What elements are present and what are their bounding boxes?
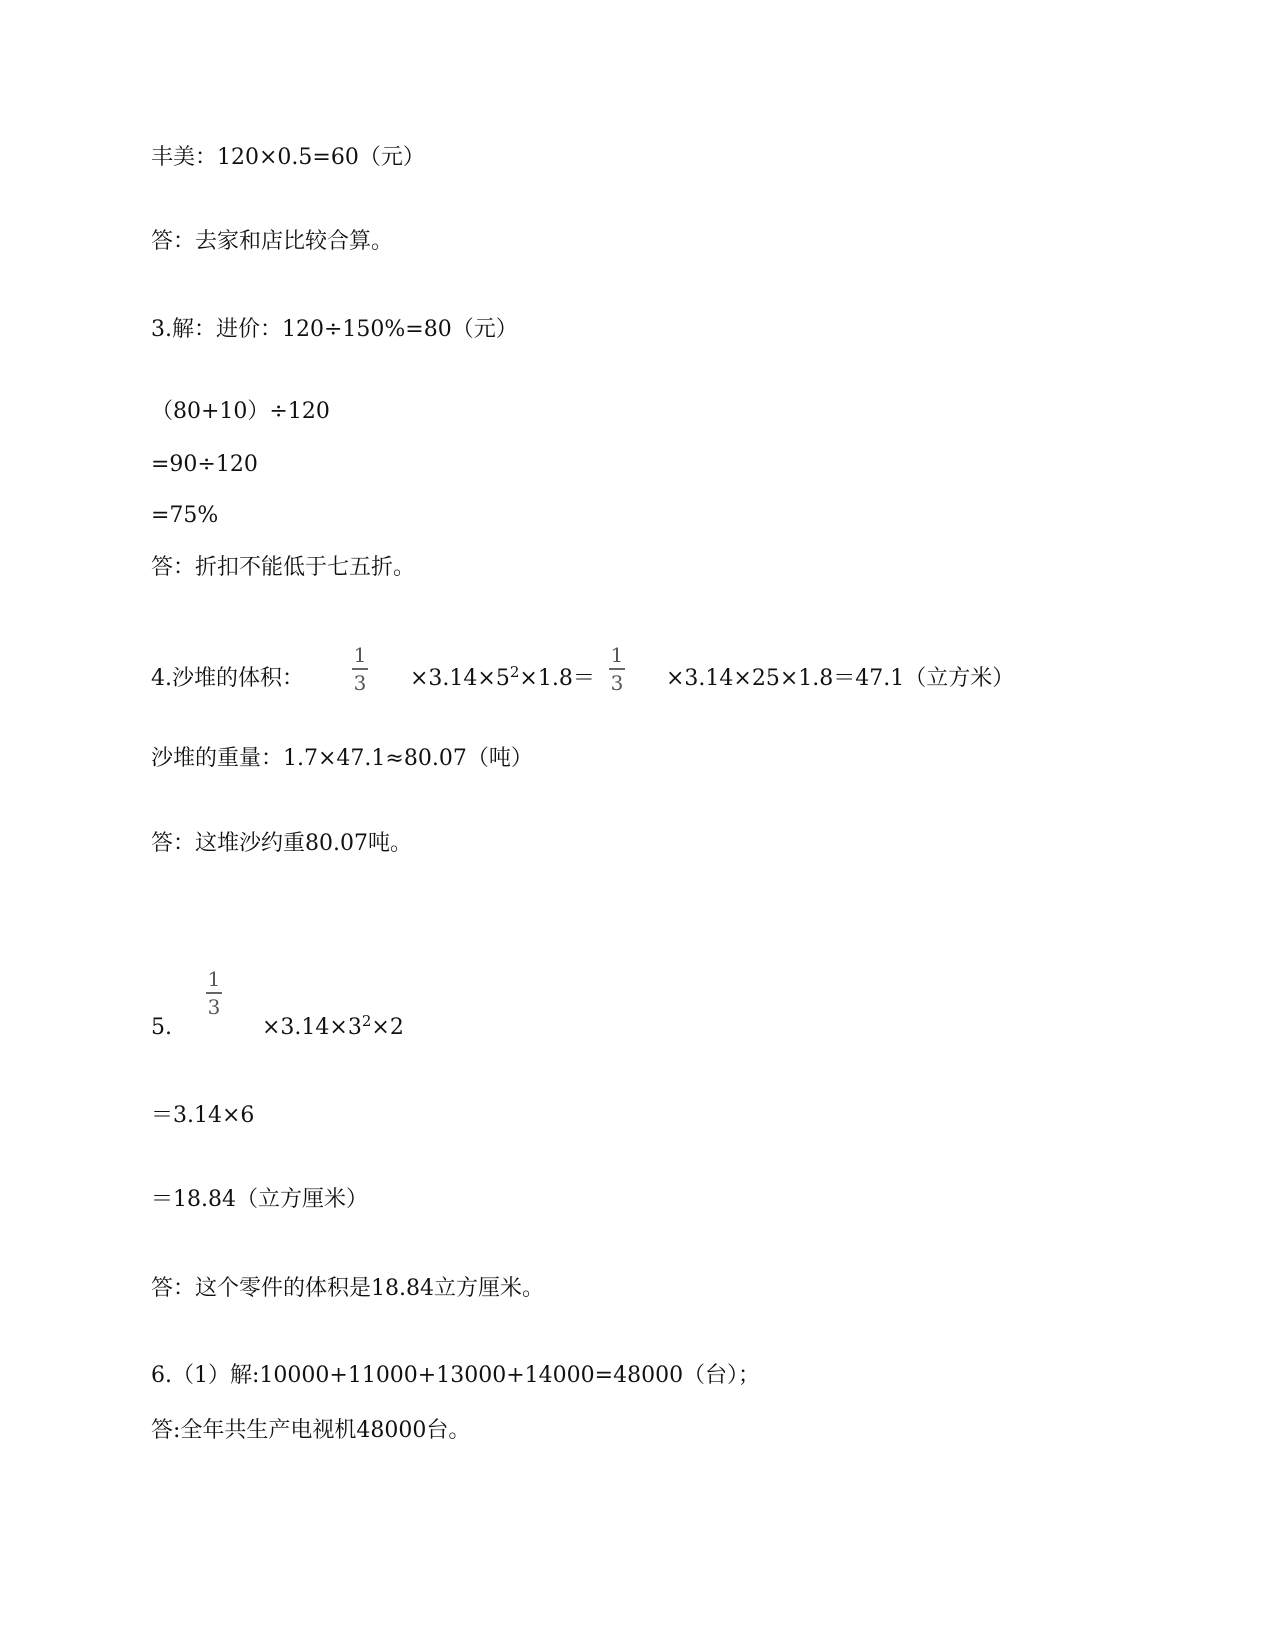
fraction-bar — [609, 668, 625, 670]
fraction-one-third — [609, 644, 625, 694]
fraction-bar — [352, 668, 368, 670]
expr-part: ×2 — [371, 1015, 404, 1040]
q5-expression — [262, 1014, 404, 1042]
answer-line: 答:全年共生产电视机48000台。 — [151, 1418, 471, 1443]
text-line: （80+10）÷120 — [151, 399, 330, 424]
text-line: =75% — [151, 503, 219, 528]
text-line: 6.（1）解:10000+11000+13000+14000=48000（台）； — [151, 1363, 761, 1388]
fraction-numerator: 1 — [610, 643, 624, 667]
answer-line: 答：折扣不能低于七五折。 — [151, 555, 416, 580]
fraction-numerator: 1 — [353, 643, 367, 667]
exponent: 2 — [361, 1012, 372, 1030]
q4-label: 4.沙堆的体积： — [151, 666, 304, 691]
q4-expression-1 — [410, 665, 595, 693]
expr-part: ×3.14×5 — [410, 666, 510, 691]
fraction-bar — [206, 992, 222, 994]
text-line: ＝3.14×6 — [151, 1103, 255, 1128]
text-line: 沙堆的重量：1.7×47.1≈80.07（吨） — [151, 746, 533, 771]
text-line: ＝18.84（立方厘米） — [151, 1187, 368, 1212]
fraction-one-third — [206, 968, 222, 1018]
expr-part: ×3.14×3 — [262, 1015, 362, 1040]
text-line: 丰美：120×0.5=60（元） — [151, 145, 425, 170]
fraction-numerator: 1 — [207, 967, 221, 991]
q5-label: 5. — [151, 1015, 172, 1040]
fraction-one-third — [352, 644, 368, 694]
q4-expression-2: ×3.14×25×1.8＝47.1（立方米） — [666, 666, 1015, 691]
text-line: 3.解：进价：120÷150%=80（元） — [151, 317, 518, 342]
text-line: =90÷120 — [151, 452, 258, 477]
answer-line: 答：这个零件的体积是18.84立方厘米。 — [151, 1276, 544, 1301]
fraction-denominator: 3 — [353, 670, 367, 695]
expr-part: ×1.8＝ — [519, 666, 595, 691]
fraction-denominator: 3 — [207, 994, 221, 1019]
exponent: 2 — [509, 663, 520, 681]
answer-line: 答：去家和店比较合算。 — [151, 229, 394, 254]
answer-line: 答：这堆沙约重80.07吨。 — [151, 831, 412, 856]
fraction-denominator: 3 — [610, 670, 624, 695]
